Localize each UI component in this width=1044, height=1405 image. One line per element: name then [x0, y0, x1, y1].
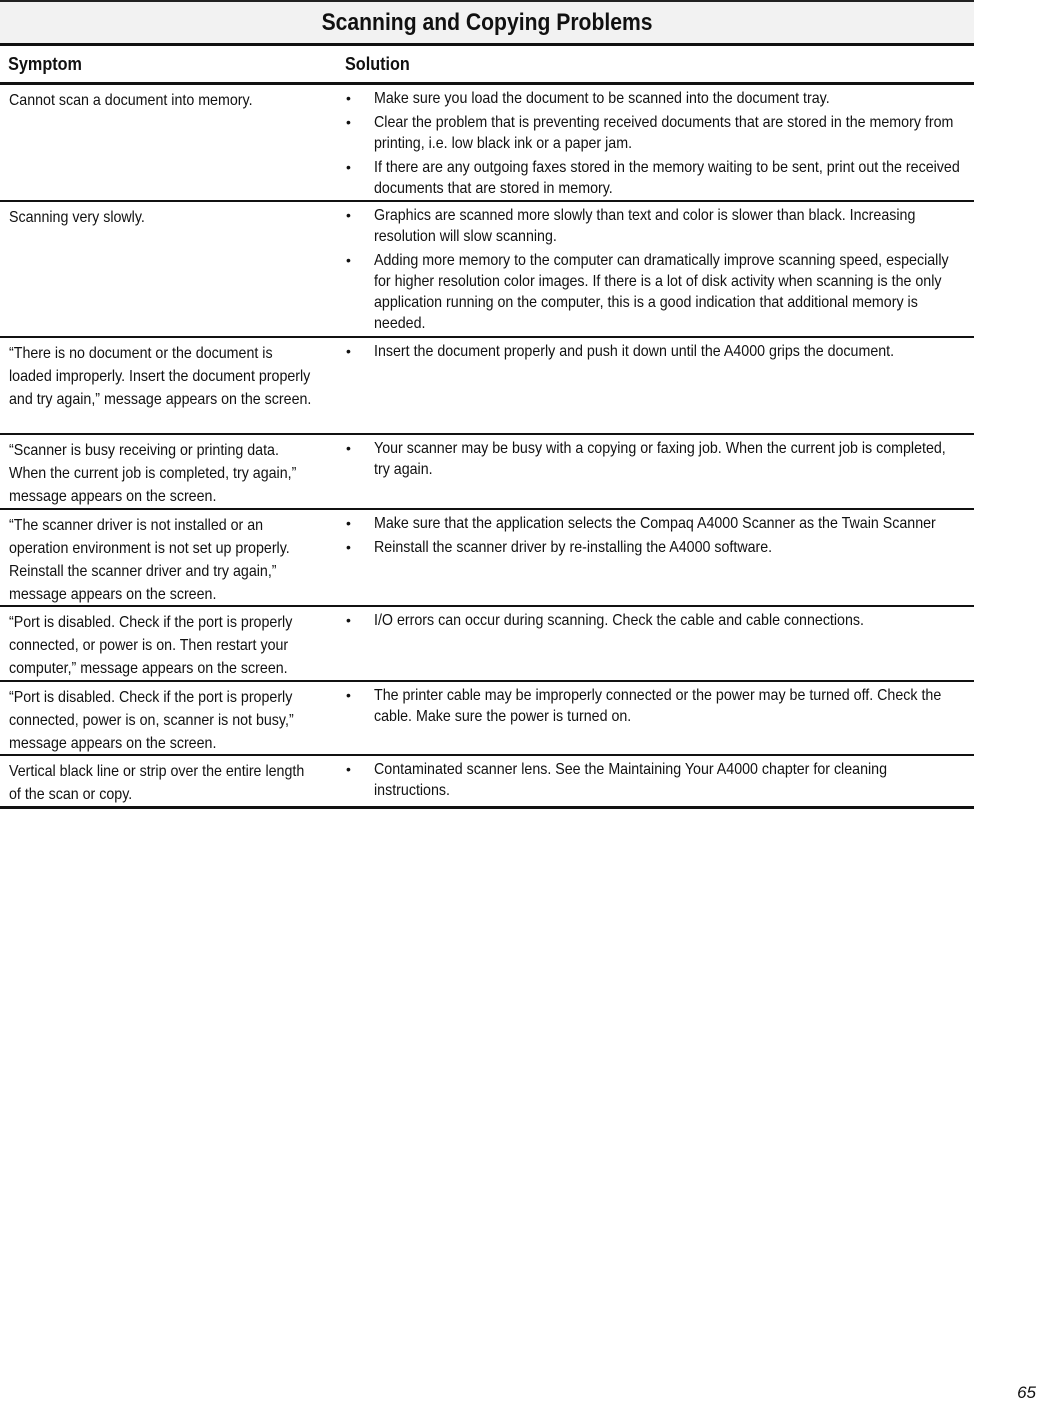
symptom-text: Cannot scan a document into memory. — [9, 92, 253, 109]
symptom-cell — [0, 435, 345, 508]
solution-cell — [345, 682, 1044, 754]
symptom-text: Scanning very slowly. — [9, 209, 145, 226]
symptom-text: “The scanner driver is not installed or an operation environment is not set up properly. Reinstall the scanner driver and try again,” message appears on the screen. — [9, 517, 290, 603]
bullet-icon: • — [346, 539, 351, 555]
table-title-bar — [0, 0, 974, 46]
bullet-icon: • — [346, 252, 351, 268]
table-row — [0, 682, 974, 756]
solution-item — [345, 759, 1034, 801]
solution-item — [345, 250, 1034, 334]
symptom-column-header: Symptom — [8, 53, 82, 74]
solution-item — [345, 513, 1034, 534]
table-row — [0, 338, 974, 435]
solution-cell — [345, 435, 1044, 508]
solution-item — [345, 610, 1034, 631]
symptom-cell — [0, 607, 345, 680]
table-row — [0, 756, 974, 809]
symptom-cell — [0, 682, 345, 754]
symptom-cell — [0, 85, 345, 200]
bullet-icon: • — [346, 90, 351, 106]
bullet-icon: • — [346, 612, 351, 628]
solution-column-header: Solution — [345, 53, 410, 74]
solution-text: Your scanner may be busy with a copying or faxing job. When the current job is completed, try again. — [374, 440, 946, 478]
solution-cell — [345, 510, 1044, 605]
symptom-text: “Port is disabled. Check if the port is properly connected, power is on, scanner is not busy,” message appears on the screen. — [9, 689, 294, 752]
symptom-cell — [0, 202, 345, 336]
symptom-cell — [0, 756, 345, 806]
solution-text: Make sure you load the document to be scanned into the document tray. — [374, 90, 830, 107]
bullet-icon: • — [346, 159, 351, 175]
solution-text: Adding more memory to the computer can dramatically improve scanning speed, especially for higher resolution color images. If there is a lot of disk activity when scanning is the only application running on the computer, this is a good indication that additional memory is needed. — [374, 252, 949, 332]
bullet-icon: • — [346, 343, 351, 359]
solution-text: Insert the document properly and push it down until the A4000 grips the document. — [374, 343, 895, 360]
solution-text: I/O errors can occur during scanning. Check the cable and cable connections. — [374, 612, 864, 629]
table-row — [0, 202, 974, 338]
symptom-text: “Scanner is busy receiving or printing data. When the current job is completed, try again,” message appears on the screen. — [9, 442, 297, 505]
table-header-row — [0, 46, 974, 85]
bullet-icon: • — [346, 687, 351, 703]
solution-item — [345, 205, 1034, 247]
solution-item — [345, 341, 1034, 362]
solution-text: Make sure that the application selects the Compaq A4000 Scanner as the Twain Scanner — [374, 515, 936, 532]
solution-item — [345, 438, 1034, 480]
symptom-cell — [0, 510, 345, 605]
solution-text: If there are any outgoing faxes stored in the memory waiting to be sent, print out the received documents that are stored in memory. — [374, 159, 960, 197]
solution-item — [345, 157, 1034, 199]
table-row — [0, 510, 974, 607]
solution-text: Clear the problem that is preventing received documents that are stored in the memory from printing, i.e. low black ink or a paper jam. — [374, 114, 954, 152]
solution-item — [345, 685, 1034, 727]
symptom-text: Vertical black line or strip over the entire length of the scan or copy. — [9, 763, 305, 803]
bullet-icon: • — [346, 515, 351, 531]
solution-cell — [345, 338, 1044, 433]
solution-item — [345, 537, 1034, 558]
page-number: 65 — [1017, 1383, 1036, 1402]
solution-item — [345, 112, 1034, 154]
solution-text: The printer cable may be improperly connected or the power may be turned off. Check the cable. Make sure the power is turned on. — [374, 687, 942, 725]
solution-text: Contaminated scanner lens. See the Maintaining Your A4000 chapter for cleaning instructions. — [374, 761, 887, 799]
table-row — [0, 607, 974, 682]
solution-text: Graphics are scanned more slowly than text and color is slower than black. Increasing resolution will slow scanning. — [374, 207, 916, 245]
symptom-text: “There is no document or the document is loaded improperly. Insert the document properly and try again,” message appears on the screen. — [9, 345, 312, 408]
solution-text: Reinstall the scanner driver by re-installing the A4000 software. — [374, 539, 773, 556]
bullet-icon: • — [346, 207, 351, 223]
bullet-icon: • — [346, 440, 351, 456]
solution-cell — [345, 85, 1044, 200]
symptom-text: “Port is disabled. Check if the port is properly connected, or power is on. Then restart your computer,” message appears on the screen. — [9, 614, 293, 677]
solution-item — [345, 88, 1034, 109]
symptom-cell — [0, 338, 345, 433]
solution-cell — [345, 756, 1044, 806]
table-row — [0, 435, 974, 510]
bullet-icon: • — [346, 114, 351, 130]
bullet-icon: • — [346, 761, 351, 777]
solution-cell — [345, 202, 1044, 336]
table-title: Scanning and Copying Problems — [321, 8, 653, 36]
table-row — [0, 85, 974, 202]
solution-cell — [345, 607, 1044, 680]
